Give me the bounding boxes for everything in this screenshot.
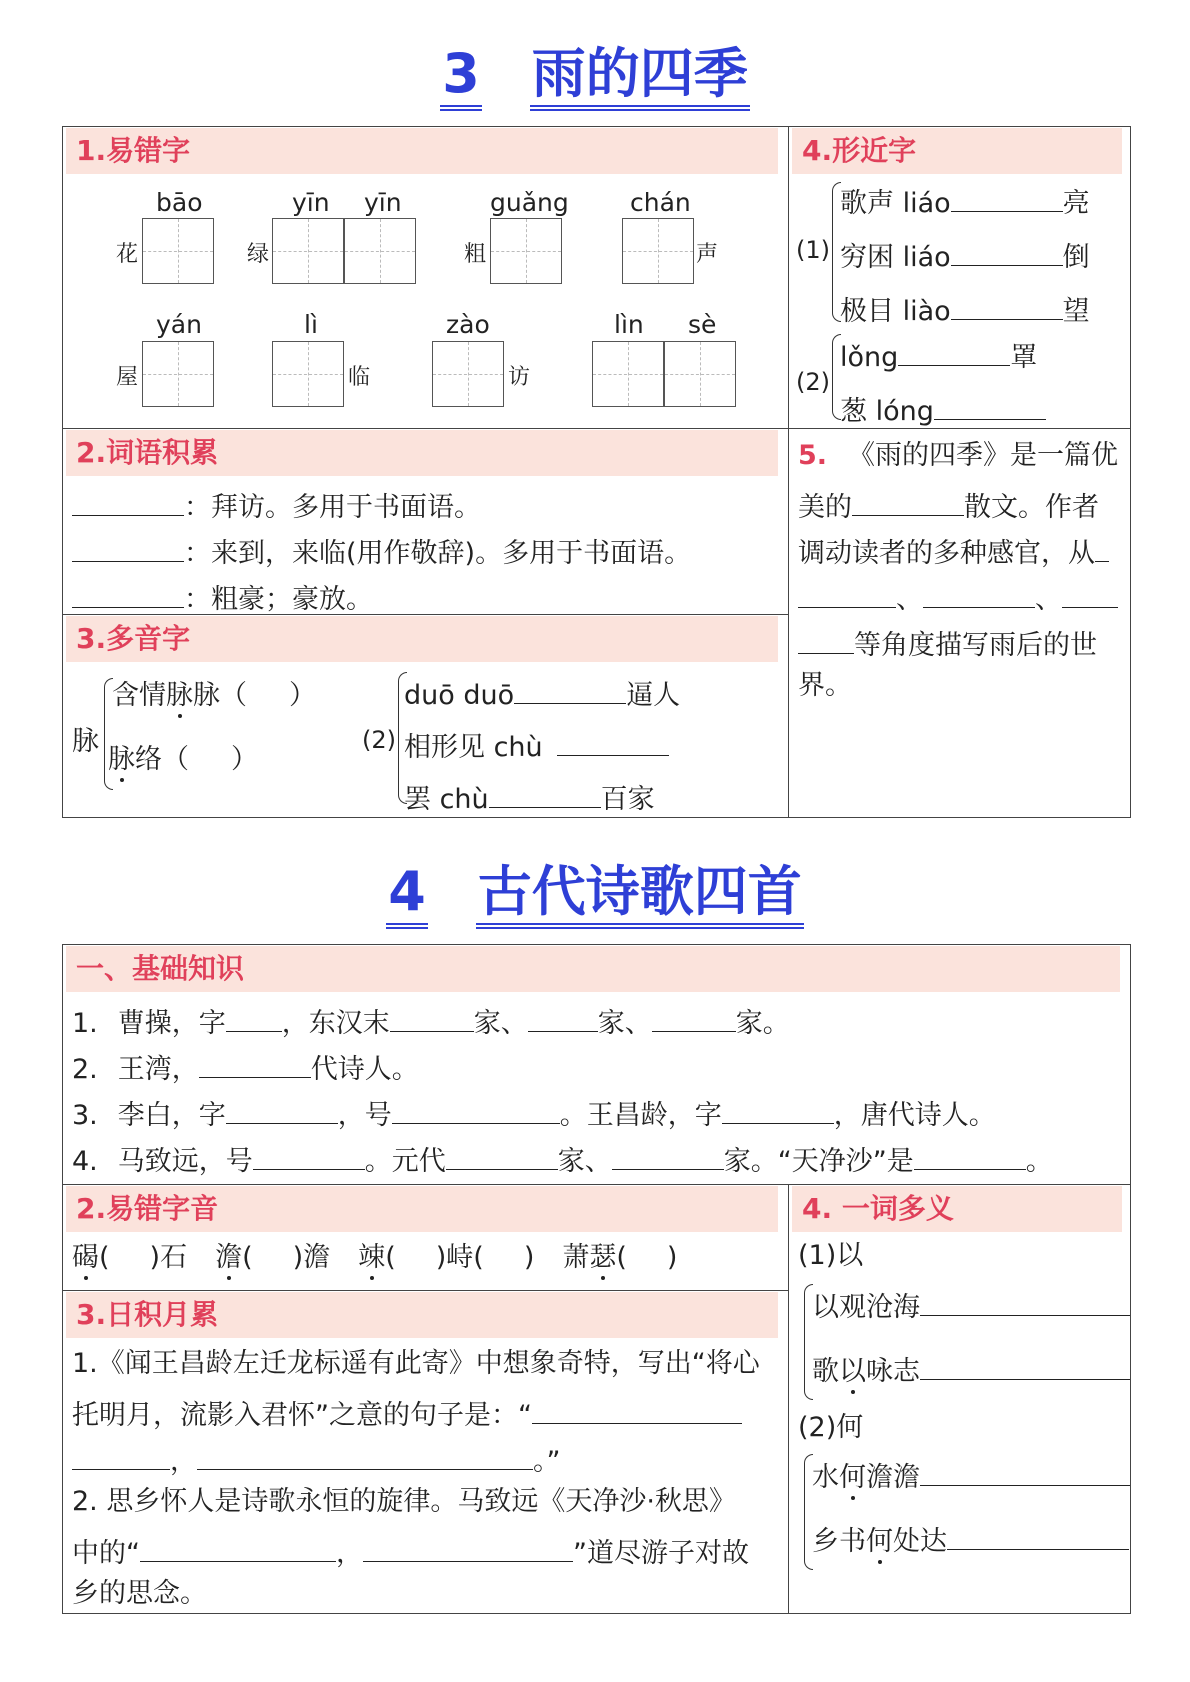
lesson3-title: [0, 42, 1190, 111]
lesson4-divider-h1: [62, 1184, 1131, 1185]
lesson3-divider-h2: [62, 614, 789, 615]
vocab-line-3: ：粗豪；豪放。: [72, 580, 373, 613]
writing-cell[interactable]: [622, 218, 694, 284]
answer-blank[interactable]: [920, 1288, 1130, 1316]
essay-line-4: 、 、: [798, 580, 1118, 613]
char-fang: 访: [508, 365, 531, 390]
answer-blank[interactable]: [72, 488, 184, 516]
polyphone-b1: duō duō 逼人: [404, 676, 680, 709]
item-number: (2): [362, 726, 396, 754]
basics-q3: 3. 李白，字 ，号 。王昌龄，字 ，唐代诗人。: [72, 1096, 996, 1129]
basics-q4: 4. 马致远，号 。元代 家、 家。“天净沙”是 。: [72, 1142, 1053, 1175]
answer-blank[interactable]: [226, 1096, 338, 1124]
basics-q2: 2. 王湾， 代诗人。: [72, 1050, 419, 1083]
answer-blank[interactable]: [722, 1096, 834, 1124]
daily-q2-line2: 中的“ ， ”道尽游子对故: [72, 1534, 749, 1567]
polysemy-1a: 以观沧海: [812, 1288, 1130, 1321]
char-cu: 粗: [464, 242, 487, 267]
polysemy-1b: 歌以咏志: [812, 1352, 1130, 1385]
answer-blank[interactable]: [72, 580, 184, 608]
polyphone-root: 脉: [72, 726, 99, 757]
answer-blank[interactable]: [72, 534, 184, 562]
section-header-4b: 4. 一词多义: [792, 1186, 1122, 1232]
answer-blank[interactable]: [934, 392, 1046, 420]
pinyin-yan: yán: [156, 310, 202, 339]
lesson3-divider-v: [788, 126, 789, 818]
pinyin-yin-1: yīn: [292, 188, 330, 217]
answer-blank[interactable]: [652, 1004, 736, 1032]
lesson4-title: [0, 860, 1190, 929]
daily-q1-line1: 1.《闻王昌龄左迁龙标遥有此寄》中想象奇特，写出“将心: [72, 1348, 760, 1379]
writing-cell[interactable]: [592, 341, 664, 407]
daily-q1-line3: ， 。”: [72, 1442, 561, 1475]
pinyin-li: lì: [304, 310, 318, 339]
writing-cell[interactable]: [142, 341, 214, 407]
section-header-3b: 3.日积月累: [66, 1292, 778, 1338]
answer-blank[interactable]: [197, 1442, 533, 1470]
vocab-line-1: ：拜访。多用于书面语。: [72, 488, 481, 521]
section-header-2: 2.词语积累: [66, 430, 778, 476]
answer-blank[interactable]: [226, 1004, 282, 1032]
writing-cell[interactable]: [272, 341, 344, 407]
lesson4-title-number: 4: [386, 864, 428, 929]
answer-blank[interactable]: [1095, 534, 1109, 562]
section-header-1: 1.易错字: [66, 128, 778, 174]
essay-line-1: 《雨的四季》是一篇优: [848, 440, 1118, 471]
answer-blank[interactable]: [528, 1004, 598, 1032]
lesson3-divider-h1: [62, 428, 1131, 429]
answer-blank[interactable]: [898, 338, 1010, 366]
section-header-basics: 一、基础知识: [66, 946, 1120, 992]
char-wu: 屋: [116, 365, 139, 390]
answer-blank[interactable]: [923, 580, 1035, 608]
polysemy-2-label: (2)何: [798, 1412, 864, 1443]
vocab-line-2: ：来到，来临(用作敬辞)。多用于书面语。: [72, 534, 691, 567]
answer-blank[interactable]: [390, 1004, 474, 1032]
answer-blank[interactable]: [532, 1396, 742, 1424]
section-header-4: 4.形近字: [792, 128, 1122, 174]
polyphone-b2: 相形见 chù: [404, 728, 669, 761]
writing-cell[interactable]: [432, 341, 504, 407]
writing-cell[interactable]: [664, 341, 736, 407]
daily-q2-line1: 2. 思乡怀人是诗歌永恒的旋律。马致远《天净沙·秋思》: [72, 1486, 736, 1517]
answer-blank[interactable]: [914, 1142, 1026, 1170]
pinyin-zao: zào: [446, 310, 490, 339]
answer-blank[interactable]: [852, 488, 964, 516]
basics-q1: 1. 曹操，字 ，东汉末 家、 家、 家。: [72, 1004, 790, 1037]
answer-blank[interactable]: [798, 626, 854, 654]
answer-blank[interactable]: [920, 1458, 1130, 1486]
answer-blank[interactable]: [363, 1534, 573, 1562]
writing-cell[interactable]: [344, 218, 416, 284]
answer-blank[interactable]: [1062, 580, 1118, 608]
lesson3-title-number: 3: [440, 46, 482, 111]
similar-char-3: 极目 liào 望: [840, 292, 1090, 325]
answer-blank[interactable]: [920, 1352, 1130, 1380]
pinyin-lin: lìn: [614, 310, 644, 339]
answer-blank[interactable]: [140, 1534, 336, 1562]
answer-blank[interactable]: [253, 1142, 365, 1170]
answer-blank[interactable]: [392, 1096, 560, 1124]
answer-blank[interactable]: [951, 292, 1063, 320]
polyphone-b3: 罢 chù 百家: [404, 780, 655, 813]
char-hua: 花: [116, 242, 139, 267]
writing-cell[interactable]: [142, 218, 214, 284]
answer-blank[interactable]: [446, 1142, 558, 1170]
pronunciation-line: 碣( )石 澹( )澹 竦( )峙( ) 萧瑟( ): [72, 1242, 678, 1273]
answer-blank[interactable]: [798, 580, 896, 608]
similar-char-2: 穷困 liáo 倒: [840, 238, 1090, 271]
char-lv: 绿: [247, 242, 270, 267]
answer-blank[interactable]: [951, 184, 1063, 212]
writing-cell[interactable]: [272, 218, 344, 284]
lesson4-title-text: 古代诗歌四首: [476, 864, 804, 929]
item-number: (1): [796, 236, 830, 264]
pinyin-se: sè: [688, 310, 717, 339]
lesson4-divider-v: [788, 1184, 789, 1614]
answer-blank[interactable]: [199, 1050, 311, 1078]
section-header-2b: 2.易错字音: [66, 1186, 778, 1232]
polysemy-2a: 水何澹澹: [812, 1458, 1130, 1491]
essay-line-2: 美的 散文。作者: [798, 488, 1099, 521]
answer-blank[interactable]: [612, 1142, 724, 1170]
answer-blank[interactable]: [557, 728, 669, 756]
essay-line-3: 调动读者的多种感官，从: [798, 534, 1109, 567]
answer-blank[interactable]: [951, 238, 1063, 266]
pinyin-yin-2: yīn: [364, 188, 402, 217]
lesson4-divider-h2: [62, 1290, 789, 1291]
pinyin-chan: chán: [630, 188, 691, 217]
pinyin-bao: bāo: [156, 188, 203, 217]
answer-blank[interactable]: [514, 676, 626, 704]
answer-blank[interactable]: [489, 780, 601, 808]
essay-line-5: 等角度描写雨后的世: [798, 626, 1097, 659]
essay-line-6: 界。: [798, 670, 852, 701]
similar-char-1: 歌声 liáo 亮: [840, 184, 1090, 217]
item-number: (2): [796, 368, 830, 396]
daily-q1-line2: 托明月，流影入君怀”之意的句子是：“: [72, 1396, 742, 1429]
similar-char-5: 葱 lóng: [840, 392, 1046, 425]
lesson3-title-text: 雨的四季: [530, 46, 750, 111]
section-header-5: 5.: [798, 440, 828, 471]
polyphone-item-1: 含情脉脉（ ）: [112, 680, 316, 711]
section-header-3: 3.多音字: [66, 616, 778, 662]
char-lin: 临: [348, 365, 371, 390]
polyphone-item-2: 脉络（ ）: [108, 744, 258, 775]
writing-cell[interactable]: [490, 218, 562, 284]
polysemy-1-label: (1)以: [798, 1240, 864, 1271]
char-sheng: 声: [696, 242, 719, 267]
polysemy-2b: 乡书何处达: [812, 1522, 1129, 1555]
daily-q2-line3: 乡的思念。: [72, 1578, 207, 1609]
answer-blank[interactable]: [72, 1442, 170, 1470]
similar-char-4: lǒng 罩: [840, 338, 1037, 371]
pinyin-guang: guǎng: [490, 188, 569, 217]
answer-blank[interactable]: [947, 1522, 1129, 1550]
